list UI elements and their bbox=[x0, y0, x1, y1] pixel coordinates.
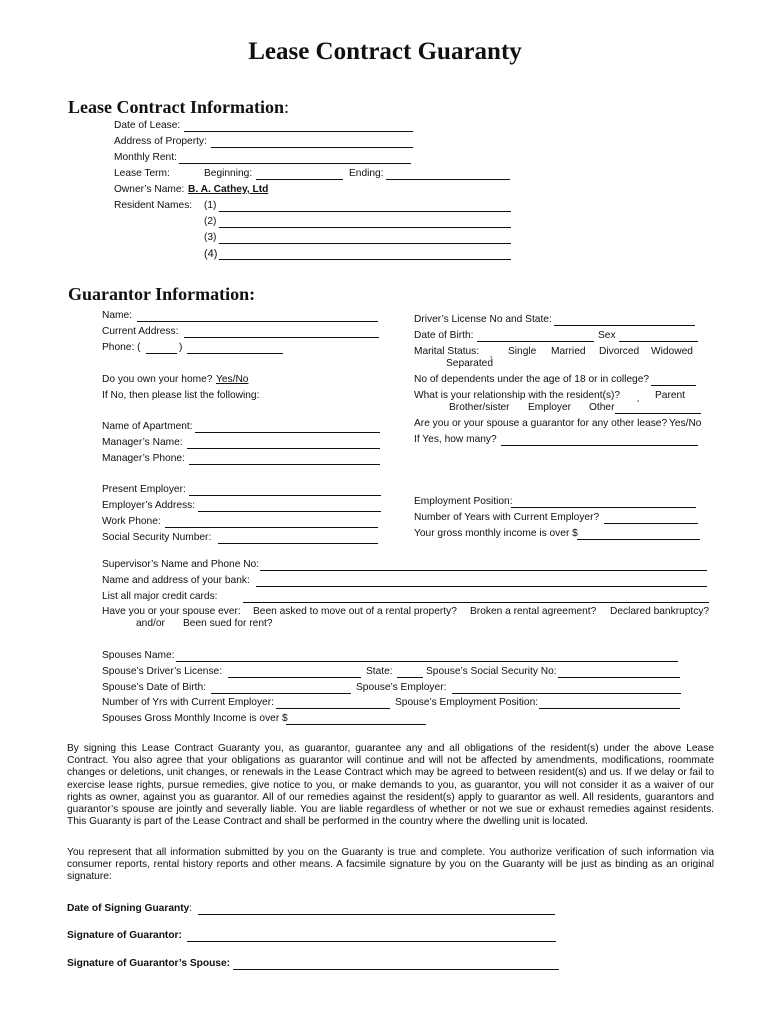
guaranty-terms-paragraph: By signing this Lease Contract Guaranty you, as guarantor, guarantee any and all obligations of the resident(s) under the above Lease Contract. You also agree that your obligations as guarantor will continue and will not be affected by amendments, modifications, roommate changes or deletions, unit changes, or renewals in the Lease Contract which may be agreed to between resident(s) and us. If we delay or fail to exercise lease rights, pursue remedies, give notice to you, or make demands to you, as guarantor, you will not consider it as a waiver of our rights as owner, against you as guarantor. All of our remedies against the resident(s) apply to guarantor as well. All residents, guarantors and guarantor’s spouse are jointly and severally liable. You are liable regardless of whether or not we sue or exhaust remedies against residents. This Guaranty is part of the Lease Contract and shall be performed in the country where the dwelling unit is located. bbox=[67, 743, 714, 828]
drivers-license-field[interactable] bbox=[554, 325, 695, 326]
credit-cards-field[interactable] bbox=[243, 602, 709, 603]
bank-label: Name and address of your bank: bbox=[102, 575, 250, 586]
ssn-label: Social Security Number: bbox=[102, 532, 212, 543]
relationship-employer[interactable]: Employer bbox=[528, 402, 572, 413]
supervisor-field[interactable] bbox=[260, 570, 707, 571]
spouse-ssn-field[interactable] bbox=[558, 677, 680, 678]
phone-close-paren: ) bbox=[179, 342, 183, 353]
employment-position-field[interactable] bbox=[511, 507, 696, 508]
bank-field[interactable] bbox=[256, 586, 707, 587]
relationship-mark: ¸ bbox=[637, 393, 640, 402]
owners-name-label: Owner’s Name: bbox=[114, 184, 185, 195]
date-of-lease-label: Date of Lease: bbox=[114, 120, 181, 131]
drivers-license-label: Driver’s License No and State: bbox=[414, 314, 552, 325]
spouse-dob-label: Spouse’s Date of Birth: bbox=[102, 682, 207, 693]
if-no-label: If No, then please list the following: bbox=[102, 390, 260, 401]
spouse-guarantor-yes-no[interactable]: Yes/No bbox=[669, 418, 702, 429]
resident-3-label: (3) bbox=[204, 232, 217, 243]
guarantor-name-label: Name: bbox=[102, 310, 133, 321]
moved-out-option[interactable]: Been asked to move out of a rental property? bbox=[253, 606, 457, 617]
signature-spouse-field[interactable] bbox=[233, 969, 559, 970]
marital-married[interactable]: Married bbox=[551, 346, 586, 357]
present-employer-field[interactable] bbox=[189, 495, 381, 496]
relationship-parent[interactable]: Parent bbox=[655, 390, 686, 401]
if-yes-label: If Yes, how many? bbox=[414, 434, 497, 445]
resident-3-field[interactable] bbox=[219, 243, 511, 244]
monthly-rent-field[interactable] bbox=[179, 163, 411, 164]
num-yrs-field[interactable] bbox=[276, 708, 390, 709]
phone-number-field[interactable] bbox=[187, 353, 283, 354]
years-employer-field[interactable] bbox=[604, 523, 698, 524]
resident-2-field[interactable] bbox=[219, 227, 511, 228]
resident-1-label: (1) bbox=[204, 200, 217, 211]
spouse-dl-label: Spouse’s Driver’s License: bbox=[102, 666, 223, 677]
spouse-dob-field[interactable] bbox=[211, 693, 351, 694]
spouse-income-label: Spouses Gross Monthly Income is over $ bbox=[102, 713, 288, 724]
address-of-property-field[interactable] bbox=[211, 147, 413, 148]
relationship-other-field[interactable] bbox=[615, 413, 701, 414]
resident-names-label: Resident Names: bbox=[114, 200, 193, 211]
spouse-ever-label: Have you or your spouse ever: bbox=[102, 606, 241, 617]
gross-income-field[interactable] bbox=[577, 539, 700, 540]
page-title: Lease Contract Guaranty bbox=[248, 38, 522, 65]
marital-status-label: Marital Status: bbox=[414, 346, 480, 357]
spouse-position-field[interactable] bbox=[539, 708, 680, 709]
resident-4-label: (4) bbox=[204, 248, 218, 260]
marital-separated[interactable]: Separated bbox=[446, 358, 494, 369]
ending-label: Ending: bbox=[349, 168, 384, 179]
relationship-label: What is your relationship with the resident(s)? bbox=[414, 390, 621, 401]
guarantor-section-heading: Guarantor Information: bbox=[68, 284, 256, 304]
managers-name-field[interactable] bbox=[187, 448, 380, 449]
present-employer-label: Present Employer: bbox=[102, 484, 186, 495]
ending-field[interactable] bbox=[386, 179, 510, 180]
marital-single[interactable]: Single bbox=[508, 346, 537, 357]
date-signing-label: Date of Signing Guaranty: bbox=[67, 903, 193, 914]
resident-1-field[interactable] bbox=[219, 211, 511, 212]
marital-mark: ¸ bbox=[490, 349, 493, 358]
spouse-employer-label: Spouse’s Employer: bbox=[356, 682, 447, 693]
supervisor-label: Supervisor’s Name and Phone No: bbox=[102, 559, 260, 570]
ssn-field[interactable] bbox=[218, 543, 378, 544]
spouse-income-field[interactable] bbox=[286, 724, 426, 725]
spouse-position-label: Spouse’s Employment Position: bbox=[395, 697, 539, 708]
spouse-state-label: State: bbox=[366, 666, 393, 677]
dependents-field[interactable] bbox=[651, 385, 696, 386]
marital-divorced[interactable]: Divorced bbox=[599, 346, 640, 357]
managers-phone-field[interactable] bbox=[189, 464, 380, 465]
current-address-field[interactable] bbox=[184, 337, 379, 338]
date-signing-field[interactable] bbox=[198, 914, 555, 915]
spouses-name-label: Spouses Name: bbox=[102, 650, 175, 661]
managers-name-label: Manager’s Name: bbox=[102, 437, 183, 448]
date-of-lease-field[interactable] bbox=[184, 131, 413, 132]
relationship-other[interactable]: Other bbox=[589, 402, 615, 413]
signature-spouse-label: Signature of Guarantor’s Spouse: bbox=[67, 958, 231, 969]
credit-cards-label: List all major credit cards: bbox=[102, 591, 218, 602]
monthly-rent-label: Monthly Rent: bbox=[114, 152, 177, 163]
verification-paragraph: You represent that all information submitted by you on the Guaranty is true and complete. You authorize verification of such information via consumer reports, rental history reports and other means. A facsimile signature by you on the Guaranty will be just as binding as an original signature: bbox=[67, 847, 714, 883]
relationship-brother-sister[interactable]: Brother/sister bbox=[449, 402, 510, 413]
address-of-property-label: Address of Property: bbox=[114, 136, 207, 147]
employers-address-label: Employer’s Address: bbox=[102, 500, 196, 511]
marital-widowed[interactable]: Widowed bbox=[651, 346, 693, 357]
dob-field[interactable] bbox=[477, 341, 594, 342]
phone-area-field[interactable] bbox=[146, 353, 177, 354]
spouse-ssn-label: Spouse’s Social Security No: bbox=[426, 666, 557, 677]
gross-income-label: Your gross monthly income is over $ bbox=[414, 528, 578, 539]
broken-agreement-option[interactable]: Broken a rental agreement? bbox=[470, 606, 597, 617]
signature-guarantor-field[interactable] bbox=[187, 941, 556, 942]
years-employer-label: Number of Years with Current Employer? bbox=[414, 512, 600, 523]
dependents-label: No of dependents under the age of 18 or in college? bbox=[414, 374, 650, 385]
employment-position-label: Employment Position: bbox=[414, 496, 513, 507]
spouse-state-field[interactable] bbox=[397, 677, 423, 678]
managers-phone-label: Manager’s Phone: bbox=[102, 453, 185, 464]
sued-option[interactable]: Been sued for rent? bbox=[183, 618, 273, 629]
spouse-guarantor-label: Are you or your spouse a guarantor for any other lease? bbox=[414, 418, 668, 429]
num-yrs-label: Number of Yrs with Current Employer: bbox=[102, 697, 274, 708]
beginning-label: Beginning: bbox=[204, 168, 253, 179]
spouse-employer-field[interactable] bbox=[452, 693, 681, 694]
dob-label: Date of Birth: bbox=[414, 330, 474, 341]
work-phone-field[interactable] bbox=[165, 527, 378, 528]
signature-guarantor-label: Signature of Guarantor: bbox=[67, 930, 182, 941]
apartment-field[interactable] bbox=[195, 432, 380, 433]
guarantor-name-field[interactable] bbox=[137, 321, 378, 322]
lease-section-heading: Lease Contract Information: bbox=[68, 97, 289, 117]
owners-name-value: B. A. Cathey, Ltd bbox=[188, 184, 269, 195]
own-home-yes-no[interactable]: Yes/No bbox=[216, 374, 249, 385]
work-phone-label: Work Phone: bbox=[102, 516, 161, 527]
lease-term-label: Lease Term: bbox=[114, 168, 170, 179]
employers-address-field[interactable] bbox=[198, 511, 381, 512]
phone-label: Phone: ( bbox=[102, 342, 141, 353]
apartment-label: Name of Apartment: bbox=[102, 421, 193, 432]
current-address-label: Current Address: bbox=[102, 326, 179, 337]
sex-label: Sex bbox=[598, 330, 616, 341]
and-or-label: and/or bbox=[136, 618, 165, 629]
if-yes-field[interactable] bbox=[501, 445, 698, 446]
sex-field[interactable] bbox=[619, 341, 698, 342]
resident-2-label: (2) bbox=[204, 216, 217, 227]
spouses-name-field[interactable] bbox=[176, 661, 678, 662]
spouse-dl-field[interactable] bbox=[228, 677, 361, 678]
resident-4-field[interactable] bbox=[219, 259, 511, 260]
beginning-field[interactable] bbox=[256, 179, 343, 180]
own-home-label: Do you own your home? bbox=[102, 374, 213, 385]
bankruptcy-option[interactable]: Declared bankruptcy? bbox=[610, 606, 710, 617]
